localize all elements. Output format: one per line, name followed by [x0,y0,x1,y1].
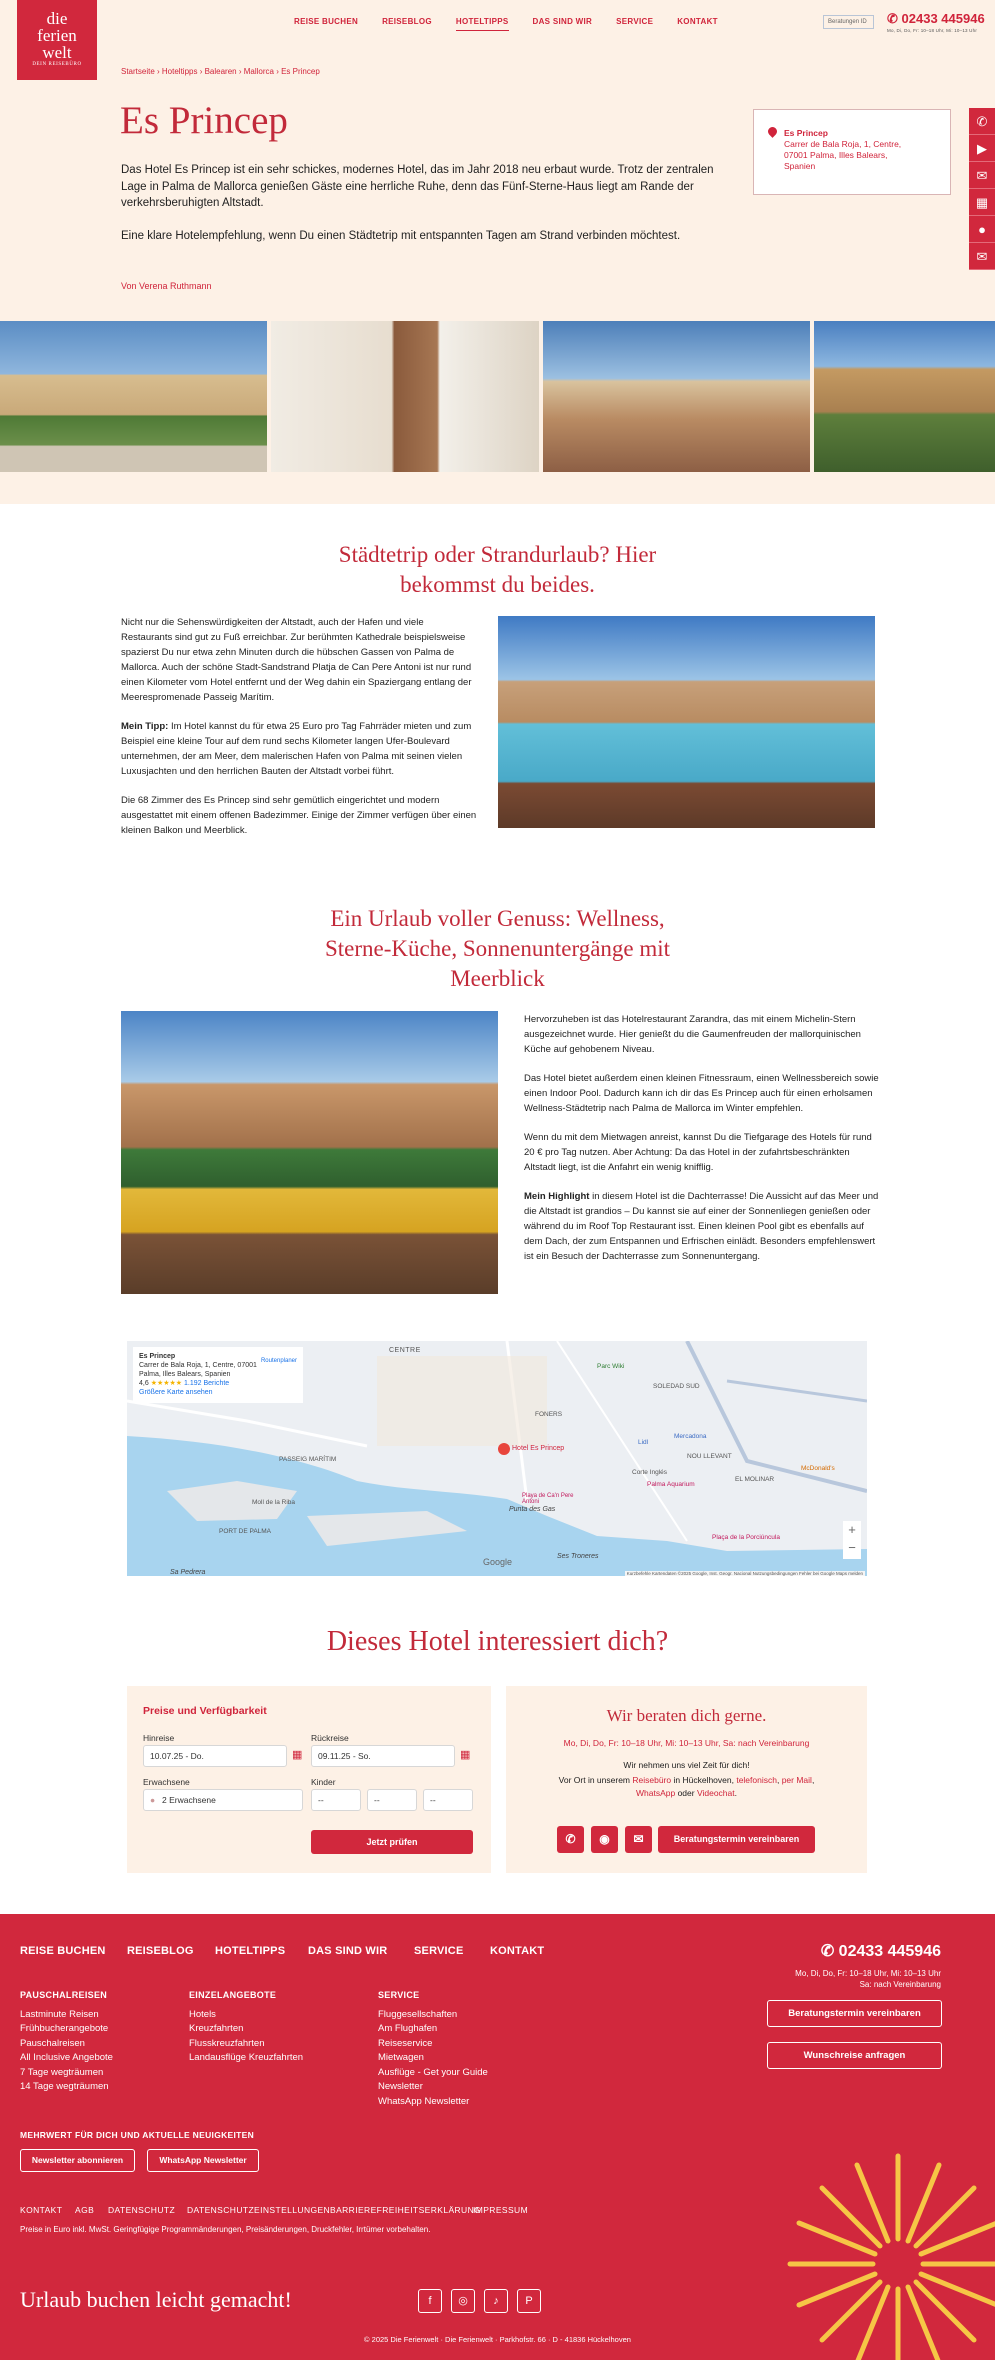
nav-reiseblog[interactable]: REISEBLOG [382,17,432,26]
logo-line: ferien [37,26,77,45]
breadcrumb-link[interactable]: Balearen [204,67,237,76]
breadcrumb-link[interactable]: Mallorca [243,67,274,76]
price-disclaimer: Preise in Euro inkl. MwSt. Geringfügige Programmänderungen, Preisänderungen, Druckfehler, Irrtümer vorbehalten. [20,2225,431,2234]
booking-card [127,1686,491,1873]
map-label: Plaça de la Porciúncula [712,1534,780,1541]
gallery-photo-cathedral[interactable] [814,321,995,472]
location-icon[interactable]: ● [969,216,995,243]
heading-line: Städtetrip oder Strandurlaub? Hier [338,542,657,567]
footer-col-title: SERVICE [378,1990,420,2000]
map-card-address: Palma, Illes Balears, Spanien [139,1371,231,1378]
footer-nav-link[interactable]: REISE BUCHEN [20,1945,106,1957]
map-label: Punta des Gas [509,1506,556,1513]
map-info-card [133,1347,303,1403]
footer-link[interactable]: Frühbucherangebote [20,2023,109,2034]
footer-hours [795,1968,941,1990]
hero-section [0,0,995,504]
map-label: Ses Troneres [557,1553,599,1560]
reisebuero-link[interactable]: Reisebüro [632,1775,672,1785]
gallery-photo-room[interactable] [271,321,539,472]
advice-text: Wir nehmen uns viel Zeit für dich! [623,1760,750,1770]
map-label: McDonald's [801,1465,835,1472]
logo-line: die [46,9,68,28]
author-link[interactable]: Von Verena Ruthmann [121,281,212,291]
gallery-photo-facade[interactable] [0,321,267,472]
footer-col-title: PAUSCHALREISEN [20,1990,108,2000]
footer-nav-link[interactable]: SERVICE [414,1945,464,1957]
facebook-icon[interactable]: f [418,2289,442,2313]
footer-col-einzelangebote [189,1988,303,2066]
footer-link[interactable]: Lastminute Reisen [20,2008,99,2020]
child-age-select[interactable]: -- [311,1789,361,1811]
map-rating: 4,6 [139,1380,149,1387]
section1-text [121,615,477,852]
footer-appointment-button[interactable]: Beratungstermin vereinbaren [767,2000,942,2027]
map-card-title: Es Princep [139,1353,176,1360]
breadcrumb: Startseite › Hoteltipps › Balearen › Mallorca › Es Princep [121,67,320,76]
footer-col-title: EINZELANGEBOTE [189,1990,277,2000]
legal-link[interactable]: DATENSCHUTZEINSTELLUNGEN [187,2205,331,2215]
footer-phone-number: 02433 445946 [838,1943,941,1960]
map-label: Parc Wiki [597,1363,625,1370]
address-line: 07001 Palma, Illes Balears, [784,150,888,160]
breadcrumb-current: Es Princep [281,67,320,76]
videochat-link[interactable]: Videochat [696,1788,735,1798]
return-select[interactable]: 09.11.25 - So. [311,1745,455,1767]
phone-icon: ✆ [820,1943,835,1960]
advice-card [506,1686,867,1873]
map-label: SOLEDAD SUD [653,1383,700,1390]
legal-link[interactable]: AGB [75,2205,95,2215]
hours-line: Mo, Di, Do, Fr: 10–18 Uhr, Mi: 10–13 Uhr [795,1969,941,1978]
text: . [734,1788,737,1798]
photo-gallery [0,321,995,472]
contact-sidebar [969,108,995,270]
check-availability-button[interactable]: Jetzt prüfen [311,1830,473,1854]
child-age-select[interactable]: -- [423,1789,473,1811]
footer-slogan: Urlaub buchen leicht gemacht! [20,2287,292,2312]
whatsapp-newsletter-button[interactable]: WhatsApp Newsletter [147,2149,259,2172]
legal-link[interactable]: BARRIEREFREIHEITSERKLÄRUNG [330,2205,482,2215]
map-attribution: Kurzbefehle Kartendaten ©2025 Google, Inst. Geogr. Nacional Nutzungsbedingungen Fehler bei Google Maps melden [626,1571,863,1576]
interest-heading: Dieses Hotel interessiert dich? [326,1626,669,1657]
rooftop-pool-photo [498,616,875,828]
footer-nav-link[interactable]: KONTAKT [490,1945,545,1957]
highlight-label: Mein Highlight [524,1191,590,1202]
pinterest-icon[interactable]: P [517,2289,541,2313]
advice-title: Wir beraten dich gerne. [606,1706,767,1725]
arrival-select[interactable]: 10.07.25 - Do. [143,1745,287,1767]
heading-line: Ein Urlaub voller Genuss: Wellness, [330,906,665,931]
newsletter-subscribe-button[interactable]: Newsletter abonnieren [20,2149,135,2172]
children-label: Kinder [311,1777,336,1787]
footer-link[interactable]: 14 Tage wegträumen [20,2081,109,2092]
footer-nav-link[interactable]: REISEBLOG [127,1945,194,1957]
phone-icon[interactable]: ✆ [969,108,995,135]
map-label: Sa Pedrera [170,1569,206,1576]
nav-service[interactable]: SERVICE [616,17,654,26]
paragraph: Nicht nur die Sehenswürdigkeiten der Altstadt, auch der Hafen und viele Restaurants sind gut zu Fuß erreichbar. Zur berühmten Kathedrale beispielsweise spazierst Du nur etwa zehn Minuten durch die hübschen Gassen von Palma de Mallorca. Auch der schöne Stadt-Sandstrand Platja de Can Pere Antoni ist nur rund einen Kilometer vom Hotel entfernt und der Weg dahin ein Spaziergang entlang der Meerespromenade Passeig Marítim. [121,617,472,703]
wish-travel-button[interactable]: Wunschreise anfragen [767,2042,942,2069]
paragraph: Die 68 Zimmer des Es Princep sind sehr gemütlich eingerichtet und modern ausgestattet mit einem offenen Badezimmer. Einige der Zimmer verfügen über einen kleinen Balkon und Meerblick. [121,795,477,836]
copyright: © 2025 Die Ferienwelt · Die Ferienwelt · Parkhofstr. 66 · D - 41836 Hückelhoven [364,2335,631,2344]
video-icon[interactable]: ▶ [969,135,995,162]
nav-hoteltipps[interactable]: HOTELTIPPS [456,17,509,31]
map-label: Palma Aquarium [647,1481,695,1488]
phone-icon: ✆ [887,11,898,26]
return-label: Rückreise [311,1733,349,1743]
legal-link[interactable]: DATENSCHUTZ [108,2205,176,2215]
zoom-out-icon[interactable]: − [848,1540,856,1555]
calendar-icon[interactable]: ▦ [969,189,995,216]
paragraph: Wenn du mit dem Mietwagen anreist, kannst Du die Tiefgarage des Hotels für rund 20 € pro Tag nutzen. Aber Achtung: Da das Hotel in der zufahrtsbeschränkten Altstadt liegt, ist die Anfahrt ein wenig knifflig. [524,1132,872,1173]
map-label: Mercadona [674,1433,707,1440]
phone-hours: Mo, Di, Do, Fr: 10–18 Uhr, Mi: 10–13 Uhr [887,28,978,33]
footer-link[interactable]: All Inclusive Angebote [20,2052,113,2063]
map-label: EL MOLINAR [735,1476,775,1483]
map-label: FONERS [535,1411,563,1418]
whatsapp-icon[interactable]: ◉ [591,1826,618,1853]
map-label: Playa de Ca'n Pere Antoni [522,1493,574,1505]
map-reviews-link[interactable]: 1.192 Berichte [184,1380,230,1387]
rating-stars-icon: ★★★★★ [150,1380,183,1387]
address-line: Carrer de Bala Roja, 1, Centre, [784,139,902,149]
nav-reise-buchen[interactable]: REISE BUCHEN [294,17,359,26]
map-label: NOU LLEVANT [687,1453,732,1460]
newsletter-title: MEHRWERT FÜR DICH UND AKTUELLE NEUIGKEITEN [20,2130,255,2140]
whatsapp-link[interactable]: WhatsApp [636,1788,676,1798]
heading-line: Meerblick [450,966,545,991]
footer-link[interactable]: Reiseservice [378,2037,433,2049]
instagram-icon[interactable]: ◎ [451,2289,475,2313]
section2-text [524,1012,879,1278]
map-label: Lidl [638,1439,649,1446]
map-zoom-controls[interactable] [843,1521,861,1559]
google-map[interactable] [127,1341,867,1576]
footer-col-service [378,1988,488,2109]
mail-link[interactable]: per Mail [781,1775,812,1785]
text: , [811,1775,815,1785]
page-title: Es Princep [120,99,288,142]
legal-link[interactable]: IMPRESSUM [473,2205,529,2215]
calendar-icon[interactable]: ▦ [292,1749,303,1761]
footer-nav-link[interactable]: DAS SIND WIR [308,1945,388,1957]
address-box [753,109,951,195]
map-label: PASSEIG MARÍTIM [279,1456,337,1463]
breadcrumb-link[interactable]: Startseite [121,67,155,76]
paragraph [524,1189,879,1264]
logo-tagline: DEIN REISEBÜRO [32,62,82,67]
footer-link[interactable]: Ausflüge - Get your Guide [378,2066,488,2078]
phone-number: 02433 445946 [901,11,985,26]
footer-link[interactable]: Hotels [189,2008,216,2020]
address-name: Es Princep [784,128,828,138]
advisor-select[interactable]: Beratungen ID [823,15,874,29]
hours-line: Sa: nach Vereinbarung [859,1980,941,1989]
footer-link[interactable]: Pauschalreisen [20,2037,85,2049]
booking-title: Preise und Verfügbarkeit [143,1705,267,1717]
map-label: Corte Inglés [632,1469,668,1476]
phone-icon[interactable]: ✆ [557,1826,584,1853]
advice-hours: Mo, Di, Do, Fr: 10–18 Uhr, Mi: 10–13 Uhr, Sa: nach Vereinbarung [563,1738,810,1748]
location-pin-icon [766,125,779,138]
intro-paragraph: Das Hotel Es Princep ist ein sehr schickes, modernes Hotel, das im Jahr 2018 neu erbaut wurde. Trotz der zentralen Lage in Palma de Mallorca genießen Gäste eine herrliche Ruhe, denn das Fünf-Sterne-Haus liegt am Rande der verkehrsberuhigten Altstadt. [121,164,714,209]
paragraph: Das Hotel bietet außerdem einen kleinen Fitnessraum, einen Wellnessbereich sowie einen Indoor Pool. Dadurch kann ich dir das Es Princep auch für einen erholsamen Wellness-Städtetrip nach Palma de Mallorca im Winter empfehlen. [524,1073,879,1114]
appointment-button[interactable]: Beratungstermin vereinbaren [658,1826,815,1853]
main-nav [294,17,742,31]
section2-heading [0,904,995,994]
logo[interactable] [17,0,97,80]
footer-link[interactable]: Fluggesellschaften [378,2008,458,2020]
sun-icon [770,2134,995,2360]
paragraph [121,719,477,779]
heading-line: Sterne-Küche, Sonnenuntergänge mit [324,936,671,961]
mail-icon[interactable]: ✉ [969,162,995,189]
adults-value: 2 Erwachsene [162,1795,216,1805]
paragraph: Hervorzuheben ist das Hotelrestaurant Zarandra, das mit einem Michelin-Stern ausgezeichnet wurde. Hier genießt du die Gaumenfreuden der mallorquinischen Küche auf gehobenem Niveau. [524,1014,861,1055]
map-card-address: Carrer de Bala Roja, 1, Centre, 07001 [139,1362,257,1369]
adults-select[interactable] [143,1789,303,1811]
text: oder [675,1788,697,1798]
zoom-in-icon[interactable]: + [848,1522,856,1537]
advice-text [506,1774,867,1800]
footer-link[interactable]: Mietwagen [378,2052,424,2063]
breadcrumb-link[interactable]: Hoteltipps [161,67,198,76]
footer-link[interactable]: Landausflüge Kreuzfahrten [189,2052,304,2063]
footer-link[interactable]: WhatsApp Newsletter [378,2095,470,2107]
footer-link[interactable]: Kreuzfahrten [189,2023,244,2034]
map-bigger-link[interactable]: Größere Karte ansehen [139,1389,213,1396]
nav-kontakt[interactable]: KONTAKT [677,17,718,26]
rooftop-terrace-photo [121,1011,498,1294]
footer-nav-link[interactable]: HOTELTIPPS [215,1945,286,1957]
footer-link[interactable]: 7 Tage wegträumen [20,2066,104,2078]
tip-text: Im Hotel kannst du für etwa 25 Euro pro Tag Fahrräder mieten und zum Beispiel eine kleine Tour auf dem rund sechs Kilometer langen Ufer-Boulevard unternehmen, der am Meer, dem malerischen Hafen von Palma mit seinen vielen Luxusjachten und den herrlichen Bauten der Altstadt vorbei führt. [121,721,472,777]
envelope-icon[interactable]: ✉ [969,243,995,270]
footer-link[interactable]: Flusskreuzfahrten [189,2037,265,2049]
logo-line: welt [42,43,72,62]
intro-paragraph: Eine klare Hotelempfehlung, wenn Du einen Städtetrip mit entspannten Tagen am Strand verbinden möchtest. [121,229,681,242]
person-icon: ● [150,1795,156,1805]
text: Vor Ort in unserem [558,1775,633,1785]
child-age-select[interactable]: -- [367,1789,417,1811]
heading-line: bekommst du beides. [400,572,595,597]
text: in Hückelhoven, [671,1775,737,1785]
section1-heading [0,540,995,600]
google-logo: Google [483,1557,513,1567]
calendar-icon[interactable]: ▦ [460,1749,471,1761]
footer-phone[interactable] [821,1941,941,1961]
map-marker-label[interactable]: Hotel Es Princep [512,1445,565,1452]
phone-link[interactable]: telefonisch [736,1775,777,1785]
map-label: Moll de la Riba [252,1499,295,1506]
mail-icon[interactable]: ✉ [625,1826,652,1853]
map-route-button[interactable]: Routenplaner [260,1358,297,1364]
text: , [776,1775,782,1785]
nav-das-sind-wir[interactable]: DAS SIND WIR [532,17,593,26]
map-label: PORT DE PALMA [219,1528,272,1535]
tiktok-icon[interactable]: ♪ [484,2289,508,2313]
intro-text [121,162,721,260]
arrival-label: Hinreise [143,1733,175,1743]
gallery-photo-rooftops[interactable] [543,321,811,472]
footer-link[interactable]: Newsletter [378,2081,423,2092]
address-line: Spanien [784,161,816,171]
map-label: CENTRE [389,1347,421,1354]
highlight-text: in diesem Hotel ist die Dachterrasse! Die Aussicht auf das Meer und die Altstadt ist grandios – Du kannst sie auf einer der Sonnenliegen genießen oder während du im Roof Top Restaurant isst. Einen kleinen Pool gibt es ebenfalls auf dem Dach, der zum Entspannen und Erfrischen einlädt. Besonders empfehlenswert ist ein Besuch der Dachterrasse zum Sonnenuntergang. [524,1191,879,1262]
tip-label: Mein Tipp: [121,721,169,732]
footer-col-pauschalreisen [20,1988,113,2095]
footer-link[interactable]: Am Flughafen [378,2023,438,2034]
header-phone[interactable] [887,11,985,33]
adults-label: Erwachsene [143,1777,190,1787]
legal-link[interactable]: KONTAKT [20,2205,63,2215]
